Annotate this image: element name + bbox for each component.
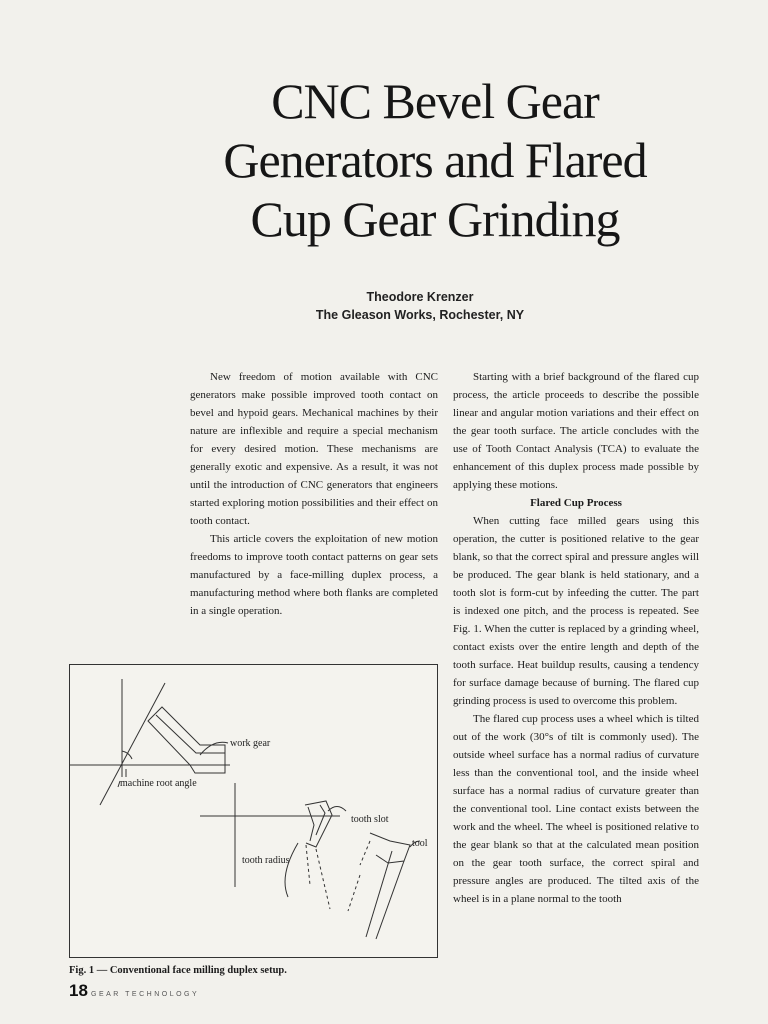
figure-caption: Fig. 1 — Conventional face milling duplex setup.	[69, 965, 287, 976]
figure-1	[69, 664, 438, 958]
article-title	[100, 72, 768, 249]
work-gear-body	[148, 707, 225, 773]
author-name: Theodore Krenzer	[366, 290, 474, 304]
work-gear-inner-edge	[156, 715, 225, 753]
author-affiliation: The Gleason Works, Rochester, NY	[315, 308, 525, 322]
column-left	[190, 368, 438, 620]
label-tool: tool	[412, 838, 428, 849]
title-line-3: Cup Gear Grinding	[250, 191, 620, 247]
page-number: 18	[69, 981, 88, 1000]
section-heading: Flared Cup Process	[530, 497, 622, 509]
label-machine-root-angle: machine root angle	[120, 778, 197, 789]
title-line-1: CNC Bevel Gear	[271, 73, 599, 129]
title-line-2: Generators and Flared	[223, 132, 647, 188]
label-tooth-radius: tooth radius	[242, 855, 290, 866]
label-work-gear: work gear	[230, 738, 271, 749]
paragraph: When cutting face milled gears using this operation, the cutter is positioned relative to the gear blank, so that the correct spiral and pressure angles will be produced. The gear blank is held stationary, and a tooth slot is form-cut by infeeding the cutter. The part is indexed one pitch, and the process is repeated. See Fig. 1. When the cutter is replaced by a grinding wheel, contact exists over the entire length and depth of the tooth surface. Heat buildup results, causing a tendency for surface damage because of burning. The flared cup grinding process is used to overcome this problem.	[453, 515, 699, 707]
gear-setup-diagram	[70, 665, 437, 957]
byline	[250, 288, 590, 324]
paragraph: This article covers the exploitation of new motion freedoms to improve tooth contact patterns on gear sets manufactured by a face-milling duplex process, a manufacturing method where both flanks are completed in a single operation.	[190, 533, 438, 617]
column-right	[453, 368, 699, 908]
paragraph: Starting with a brief background of the flared cup process, the article proceeds to describe the possible linear and angular motion variations and their effect on the gear tooth surface. The article concludes with the use of Tooth Contact Analysis (TCA) to evaluate the enhancement of this duplex process made possible by applying these motions.	[453, 371, 699, 491]
paragraph: New freedom of motion available with CNC generators make possible improved tooth contact on bevel and hypoid gears. Mechanical machines by their nature are inflexible and require a special mechanism for every desired motion. These mechanisms are generally exotic and expensive. As a result, it was not until the introduction of CNC generators that engineers started exploring motion possibilities and their effect on tooth contact.	[190, 371, 438, 527]
label-tooth-slot: tooth slot	[351, 814, 389, 825]
tooth-slot-outline	[305, 801, 332, 847]
journal-name: GEAR TECHNOLOGY	[91, 991, 200, 998]
tooth-radius-curve	[285, 843, 298, 897]
paragraph: The flared cup process uses a wheel which is tilted out of the work (30°s of tilt is commonly used). The outside wheel surface has a normal radius of curvature less than the conventional tool, and the inside wheel surface has a normal radius of curvature greater than the conventional tool. Line contact exists between the work and the wheel. The wheel is positioned relative to the gear blank so that at the calculated mean position on the gear tooth surface, the correct spiral and pressure angles are produced. The tilted axis of the wheel is in a plane normal to the tooth	[453, 713, 699, 905]
